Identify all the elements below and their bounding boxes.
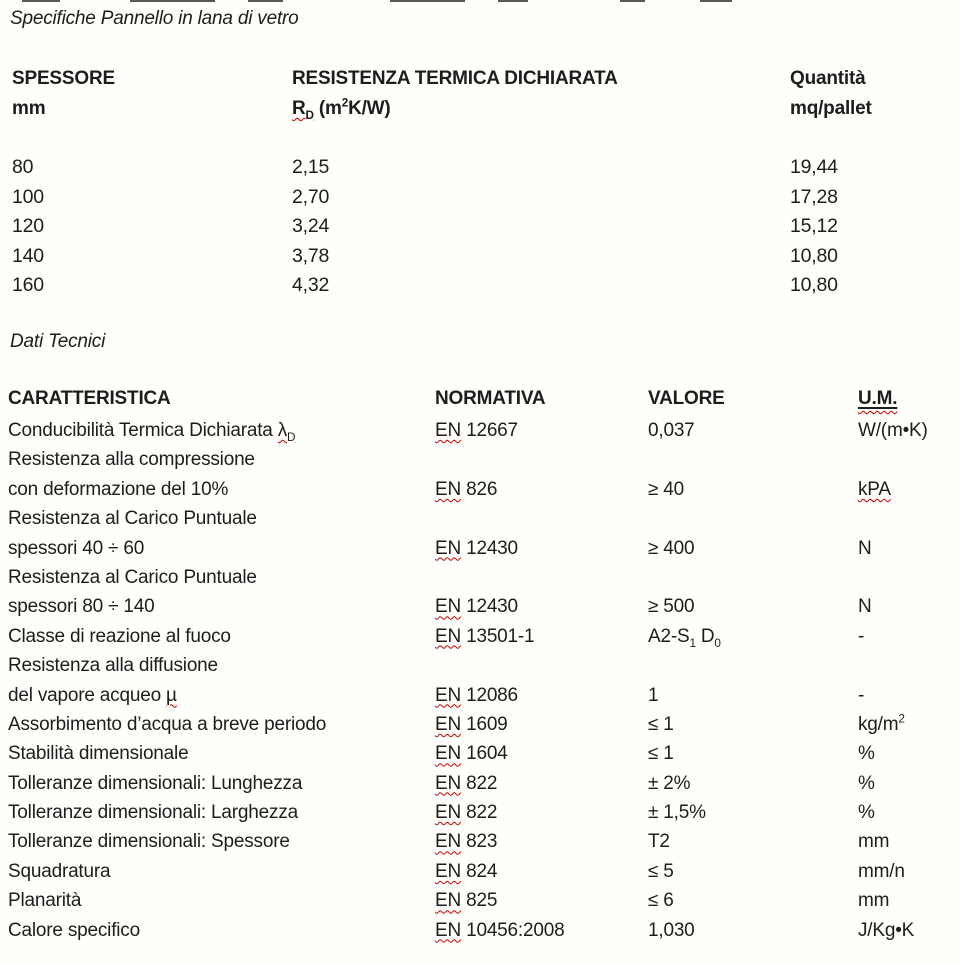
cropped-text-fragment — [700, 0, 732, 2]
table-row — [8, 769, 956, 798]
table-row — [8, 886, 956, 915]
table-row — [8, 534, 956, 563]
cell-spessore: 80 — [12, 156, 34, 178]
header-resistenza — [292, 64, 790, 124]
cell-um — [858, 504, 956, 533]
section-title-dati-tecnici: Dati Tecnici — [10, 331, 106, 352]
cell-um: % — [858, 802, 875, 824]
cell-um: mm/n — [858, 860, 905, 882]
table-row — [12, 212, 952, 242]
cell-caratteristica: Classe di reazione al fuoco — [8, 625, 231, 647]
header-quantita-line1: Quantità — [790, 68, 866, 89]
cell-um: % — [858, 743, 875, 765]
cell-um: - — [858, 684, 865, 706]
cell-caratteristica: Resistenza alla diffusione — [8, 655, 218, 677]
cell-spessore: 120 — [12, 215, 44, 237]
cell-valore: ≤ 1 — [648, 713, 674, 735]
cell-rd: 2,15 — [292, 156, 330, 178]
cell-spessore: 140 — [12, 244, 44, 267]
cell-um: J/Kg•K — [858, 919, 915, 941]
cell-normativa: EN 825 — [435, 890, 498, 912]
header-resistenza-line1: RESISTENZA TERMICA DICHIARATA — [292, 68, 618, 89]
cell-spessore: 160 — [12, 274, 44, 296]
cell-spessore: 100 — [12, 185, 44, 208]
table-row — [8, 416, 956, 445]
cell-valore: ± 1,5% — [648, 802, 706, 824]
cell-um — [858, 651, 956, 680]
cell-quantita: 17,28 — [790, 185, 838, 208]
cell-valore — [648, 651, 858, 680]
cell-normativa — [435, 445, 648, 474]
cell-um: - — [858, 625, 865, 647]
cell-valore — [648, 445, 858, 474]
table-row — [12, 183, 952, 213]
cell-normativa: EN 822 — [435, 802, 498, 824]
cell-um: N — [858, 596, 872, 618]
cell-quantita: 19,44 — [790, 156, 838, 178]
cell-caratteristica: con deformazione del 10% — [8, 478, 229, 500]
table-row — [8, 798, 956, 827]
cell-caratteristica: Resistenza al Carico Puntuale — [8, 566, 257, 588]
cell-valore: ≥ 500 — [648, 596, 695, 618]
section-title-specifiche: Specifiche Pannello in lana di vetro — [10, 8, 299, 29]
tech-table-header — [8, 386, 956, 412]
header-valore: VALORE — [648, 388, 725, 409]
cell-caratteristica: Resistenza alla compressione — [8, 449, 255, 471]
cell-um: $kg/m^2$ — [858, 712, 905, 735]
cell-normativa: EN 12430 — [435, 596, 518, 618]
cell-quantita: 10,80 — [790, 244, 838, 267]
table-row — [8, 504, 956, 533]
header-caratteristica: CARATTERISTICA — [8, 388, 171, 409]
cell-normativa: EN 826 — [435, 478, 498, 500]
cell-valore — [648, 563, 858, 592]
cropped-text-fragment — [130, 0, 215, 2]
cropped-text-fragment — [248, 0, 283, 2]
cell-caratteristica: spessori 80 ÷ 140 — [8, 596, 155, 618]
table-row — [8, 857, 956, 886]
header-normativa: NORMATIVA — [435, 388, 546, 409]
cell-caratteristica: spessori 40 ÷ 60 — [8, 537, 145, 559]
cell-um: mm — [858, 890, 890, 912]
cell-rd: 3,24 — [292, 215, 330, 237]
table-row — [12, 242, 952, 272]
panel-table-body — [12, 153, 952, 301]
header-quantita-line2: mq/pallet — [790, 98, 872, 119]
cell-valore: ≤ 6 — [648, 890, 674, 912]
cell-valore — [648, 504, 858, 533]
cell-quantita: 15,12 — [790, 215, 838, 237]
cell-normativa — [435, 651, 648, 680]
cell-normativa: EN 12430 — [435, 537, 518, 559]
cell-normativa: EN 10456:2008 — [435, 919, 565, 941]
table-row — [8, 445, 956, 474]
cell-normativa: EN 824 — [435, 860, 498, 882]
tech-table-body — [8, 416, 956, 945]
cell-valore: ≥ 40 — [648, 478, 685, 500]
cell-caratteristica: Conducibilità Termica Dichiarata $\lambda_D$ — [8, 420, 296, 444]
cell-normativa — [435, 504, 648, 533]
cell-um: kPA — [858, 478, 891, 500]
cell-quantita: 10,80 — [790, 274, 838, 296]
cell-caratteristica: Squadratura — [8, 860, 111, 882]
cell-valore: ≤ 5 — [648, 860, 674, 882]
cell-normativa: EN 12086 — [435, 684, 518, 706]
cell-normativa: EN 1609 — [435, 713, 508, 735]
cell-um: mm — [858, 831, 890, 853]
cell-valore: ≥ 400 — [648, 537, 695, 559]
cell-rd: 4,32 — [292, 274, 330, 296]
header-spessore — [12, 64, 292, 124]
cell-caratteristica: Resistenza al Carico Puntuale — [8, 508, 257, 530]
table-row — [8, 739, 956, 768]
cell-valore: 1 — [648, 684, 659, 706]
table-row — [8, 563, 956, 592]
cell-um — [858, 445, 956, 474]
cell-um: N — [858, 537, 872, 559]
table-row — [8, 592, 956, 621]
table-row — [8, 651, 956, 680]
cell-caratteristica: Tolleranze dimensionali: Lunghezza — [8, 772, 303, 794]
cell-um: W/(m•K) — [858, 420, 928, 441]
cell-normativa: EN 823 — [435, 831, 498, 853]
cell-normativa: EN 13501-1 — [435, 625, 535, 647]
cell-valore: 0,037 — [648, 420, 695, 441]
table-row — [8, 710, 956, 739]
cropped-text-fragment — [22, 0, 60, 2]
cell-valore: T2 — [648, 831, 670, 853]
panel-table-header — [12, 64, 952, 124]
rd-symbol: $R_D$ — [292, 98, 314, 122]
table-row — [12, 153, 952, 183]
header-spessore-line1: SPESSORE — [12, 68, 115, 89]
cell-caratteristica: Tolleranze dimensionali: Spessore — [8, 831, 290, 853]
header-resistenza-line2: $R_D$ $(m^2K/W)$ — [292, 96, 391, 122]
header-um: U.M. — [858, 388, 898, 409]
cell-normativa: EN 12667 — [435, 420, 518, 441]
table-row — [8, 622, 956, 651]
cell-normativa: EN 1604 — [435, 743, 508, 765]
cell-caratteristica: Calore specifico — [8, 919, 140, 941]
cell-normativa — [435, 563, 648, 592]
cell-valore: $A2-S_1$ $D_0$ — [648, 625, 721, 650]
cell-valore: 1,030 — [648, 919, 695, 941]
cell-valore: ± 2% — [648, 772, 691, 794]
cell-caratteristica: Assorbimento d’acqua a breve periodo — [8, 713, 327, 735]
cell-rd: 3,78 — [292, 244, 330, 267]
cropped-text-fragment — [390, 0, 465, 2]
table-row — [8, 916, 956, 945]
cell-um — [858, 563, 956, 592]
cell-caratteristica: Stabilità dimensionale — [8, 743, 189, 765]
cell-rd: 2,70 — [292, 185, 330, 208]
cell-valore: ≤ 1 — [648, 743, 674, 765]
cell-caratteristica: Planarità — [8, 890, 82, 912]
cell-caratteristica: del vapore acqueo µ — [8, 684, 177, 706]
cell-normativa: EN 822 — [435, 772, 498, 794]
header-quantita — [790, 64, 952, 124]
table-row — [8, 827, 956, 856]
header-spessore-line2: mm — [12, 98, 46, 119]
table-row — [12, 271, 952, 301]
cropped-text-fragment — [620, 0, 645, 2]
table-row — [8, 475, 956, 504]
table-row — [8, 681, 956, 710]
cropped-text-fragment — [498, 0, 528, 2]
cell-um: % — [858, 772, 875, 794]
cell-caratteristica: Tolleranze dimensionali: Larghezza — [8, 802, 298, 824]
